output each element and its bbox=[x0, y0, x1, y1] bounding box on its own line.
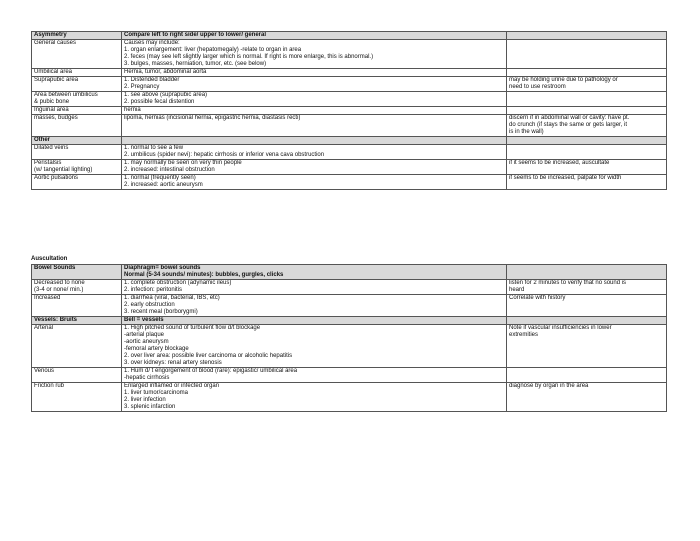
cell-line: -aortic aneurysm bbox=[124, 339, 169, 345]
row-label bbox=[32, 92, 122, 107]
cell-line: -femoral artery blockage bbox=[124, 346, 189, 352]
cell-line: 1. High pitched sound of turbulent flow d/t blockage bbox=[124, 325, 261, 331]
row-description bbox=[122, 40, 507, 69]
row-label bbox=[32, 325, 122, 368]
row-label bbox=[32, 280, 122, 295]
cell-line: lipoma, hernias (incisional hernia, epigastric hernia, diastasis recti) bbox=[124, 115, 301, 121]
cell-line: Correlate with history bbox=[509, 295, 566, 301]
row-label bbox=[32, 107, 122, 115]
cell-line: Enlarged inflamed or infected organ bbox=[124, 383, 220, 389]
row-note bbox=[507, 40, 667, 69]
table-row bbox=[32, 383, 667, 412]
cell-line: masses, budges bbox=[34, 115, 78, 121]
row-note bbox=[507, 325, 667, 368]
header-line: Normal (5-34 sounds/ minutes): bubbles, gurgles, clicks bbox=[124, 272, 284, 278]
cell-line: -hepatic cirrhosis bbox=[124, 375, 170, 381]
header-cell: Vessels: Bruits bbox=[32, 317, 122, 325]
cell-line: do crunch (if stays the same or gets larger, it bbox=[509, 122, 628, 128]
cell-line: 2. increased: intestinal obstruction bbox=[124, 167, 215, 173]
header-cell: Bowel Sounds bbox=[32, 265, 122, 280]
header-cell bbox=[507, 137, 667, 145]
cell-line: Hernia, tumor, abdominal aorta bbox=[124, 69, 207, 75]
row-label bbox=[32, 383, 122, 412]
cell-line: Inguinal area bbox=[34, 107, 69, 113]
row-note bbox=[507, 77, 667, 92]
row-note bbox=[507, 295, 667, 317]
cell-line: need to use restroom bbox=[509, 84, 566, 90]
other-header-row bbox=[32, 137, 667, 145]
table-row bbox=[32, 160, 667, 175]
cell-line: Friction rub bbox=[34, 383, 65, 389]
cell-line: 1. organ enlargement: liver (hepatomegaly) -relate to organ in area bbox=[124, 47, 302, 53]
row-description bbox=[122, 175, 507, 190]
row-description bbox=[122, 92, 507, 107]
cell-line: Venous bbox=[34, 368, 55, 374]
table-row bbox=[32, 40, 667, 69]
row-label bbox=[32, 40, 122, 69]
row-note bbox=[507, 383, 667, 412]
header-cell: Compare left to right side/ upper to lower/ general bbox=[122, 32, 507, 40]
cell-line: 2. feces (may see left slightly larger which is normal. If right is more enlarge, this is abnormal.) bbox=[124, 54, 374, 60]
cell-line: 3. splenic infarction bbox=[124, 404, 176, 410]
table-row bbox=[32, 280, 667, 295]
row-description bbox=[122, 383, 507, 412]
cell-line: if it seems to be increased, auscultate bbox=[509, 160, 610, 166]
cell-line: Dilated veins bbox=[34, 145, 69, 151]
row-label bbox=[32, 295, 122, 317]
row-description bbox=[122, 368, 507, 383]
cell-line: 1. may normally be seen on very thin people bbox=[124, 160, 242, 166]
table-row bbox=[32, 368, 667, 383]
cell-line: 3. over kidneys: renal artery stenosis bbox=[124, 360, 222, 366]
table-row bbox=[32, 145, 667, 160]
row-label bbox=[32, 115, 122, 137]
cell-line: discern if in abdominal wall or cavity: have pt. bbox=[509, 115, 630, 121]
row-description bbox=[122, 115, 507, 137]
bowel-sounds-header-row bbox=[32, 265, 667, 280]
cell-line: 1. Distended bladder bbox=[124, 77, 180, 83]
row-note bbox=[507, 145, 667, 160]
header-cell: Bell = vessels bbox=[122, 317, 507, 325]
cell-line: 2. possible fecal distention bbox=[124, 99, 195, 105]
row-note bbox=[507, 368, 667, 383]
table-row bbox=[32, 325, 667, 368]
cell-line: may be holding urine due to pathology or bbox=[509, 77, 618, 83]
cell-line: -arterial plaque bbox=[124, 332, 165, 338]
header-cell bbox=[507, 32, 667, 40]
cell-line: 1. normal to see a few bbox=[124, 145, 184, 151]
cell-line: 1. see above (suprapubic area) bbox=[124, 92, 208, 98]
cell-line: 2. over liver area: possible liver carcinoma or alcoholic hepatitis bbox=[124, 353, 293, 359]
row-label bbox=[32, 160, 122, 175]
header-cell bbox=[122, 265, 507, 280]
cell-line: if seems to be increased, palpate for width bbox=[509, 175, 622, 181]
cell-line: Area between umbilicus bbox=[34, 92, 98, 98]
header-cell bbox=[122, 137, 507, 145]
row-note bbox=[507, 107, 667, 115]
cell-line: 2. Pregnancy bbox=[124, 84, 160, 90]
row-description bbox=[122, 160, 507, 175]
cell-line: (3-4 or none/ min.) bbox=[34, 287, 84, 293]
table-row bbox=[32, 69, 667, 77]
header-line: Diaphragm= bowel sounds bbox=[124, 265, 201, 271]
header-cell bbox=[507, 317, 667, 325]
cell-line: Peristalsis bbox=[34, 160, 62, 166]
row-description bbox=[122, 325, 507, 368]
header-cell bbox=[507, 265, 667, 280]
cell-line: 2. infection: peritonitis bbox=[124, 287, 183, 293]
row-note bbox=[507, 160, 667, 175]
cell-line: is in the wall) bbox=[509, 129, 544, 135]
table-row bbox=[32, 115, 667, 137]
cell-line: 3. bulges, masses, herniation, tumor, etc. (see below) bbox=[124, 61, 267, 67]
cell-line: 1. diarrhea (viral, bacterial, IBS, etc) bbox=[124, 295, 220, 301]
cell-line: Increased bbox=[34, 295, 61, 301]
row-label bbox=[32, 145, 122, 160]
cell-line: 2. early obstruction bbox=[124, 302, 175, 308]
header-cell: Asymmetry bbox=[32, 32, 122, 40]
row-description bbox=[122, 280, 507, 295]
cell-line: 2. umbilicus (spider nevi): hepatic cirrhosis or inferior vena cava obstruction bbox=[124, 152, 325, 158]
row-note bbox=[507, 92, 667, 107]
table-row bbox=[32, 77, 667, 92]
cell-line: Causes may include: bbox=[124, 40, 180, 46]
cell-line: 2. liver infection bbox=[124, 397, 166, 403]
cell-line: 1. Hum d/ t engorgement of blood (rare): epigastic/ umbilical area bbox=[124, 368, 298, 374]
cell-line: Arterial bbox=[34, 325, 54, 331]
row-description bbox=[122, 69, 507, 77]
cell-line: 1. complete obstruction (adynamic ileus) bbox=[124, 280, 232, 286]
row-description bbox=[122, 295, 507, 317]
cell-line: diagnose by organ in the area bbox=[509, 383, 589, 389]
row-note bbox=[507, 175, 667, 190]
cell-line: 3. recent meal (borborygmi) bbox=[124, 309, 198, 315]
cell-line: Aortic pulsations bbox=[34, 175, 79, 181]
table-row bbox=[32, 175, 667, 190]
cell-line: Suprapubic area bbox=[34, 77, 79, 83]
asymmetry-header-row bbox=[32, 32, 667, 40]
auscultation-title: Auscultation bbox=[31, 256, 68, 262]
cell-line: 1. normal (frequently seen) bbox=[124, 175, 196, 181]
cell-line: extremities bbox=[509, 332, 539, 338]
table-row bbox=[32, 295, 667, 317]
row-description bbox=[122, 145, 507, 160]
cell-line: & pubic bone bbox=[34, 99, 70, 105]
header-cell: Other bbox=[32, 137, 122, 145]
table-row bbox=[32, 107, 667, 115]
table-row bbox=[32, 92, 667, 107]
cell-line: Umbilical area bbox=[34, 69, 73, 75]
row-label bbox=[32, 175, 122, 190]
row-label bbox=[32, 77, 122, 92]
row-label bbox=[32, 368, 122, 383]
cell-line: 2. increased: aortic aneurysm bbox=[124, 182, 203, 188]
cell-line: (w/ tangential lighting) bbox=[34, 167, 93, 173]
cell-line: Note if vascular insufficiencies in lower bbox=[509, 325, 612, 331]
row-label bbox=[32, 69, 122, 77]
row-note bbox=[507, 115, 667, 137]
bruits-header-row bbox=[32, 317, 667, 325]
cell-line: hernia bbox=[124, 107, 141, 113]
cell-line: Decreased to none bbox=[34, 280, 85, 286]
cell-line: General causes bbox=[34, 40, 77, 46]
cell-line: 1. liver tumor/carcinoma bbox=[124, 390, 189, 396]
cell-line: listen for 2 minutes to verify that no sound is bbox=[509, 280, 627, 286]
auscultation-table bbox=[31, 264, 667, 412]
row-note bbox=[507, 280, 667, 295]
row-description bbox=[122, 77, 507, 92]
asymmetry-table bbox=[31, 31, 667, 190]
cell-line: heard bbox=[509, 287, 525, 293]
row-description bbox=[122, 107, 507, 115]
row-note bbox=[507, 69, 667, 77]
